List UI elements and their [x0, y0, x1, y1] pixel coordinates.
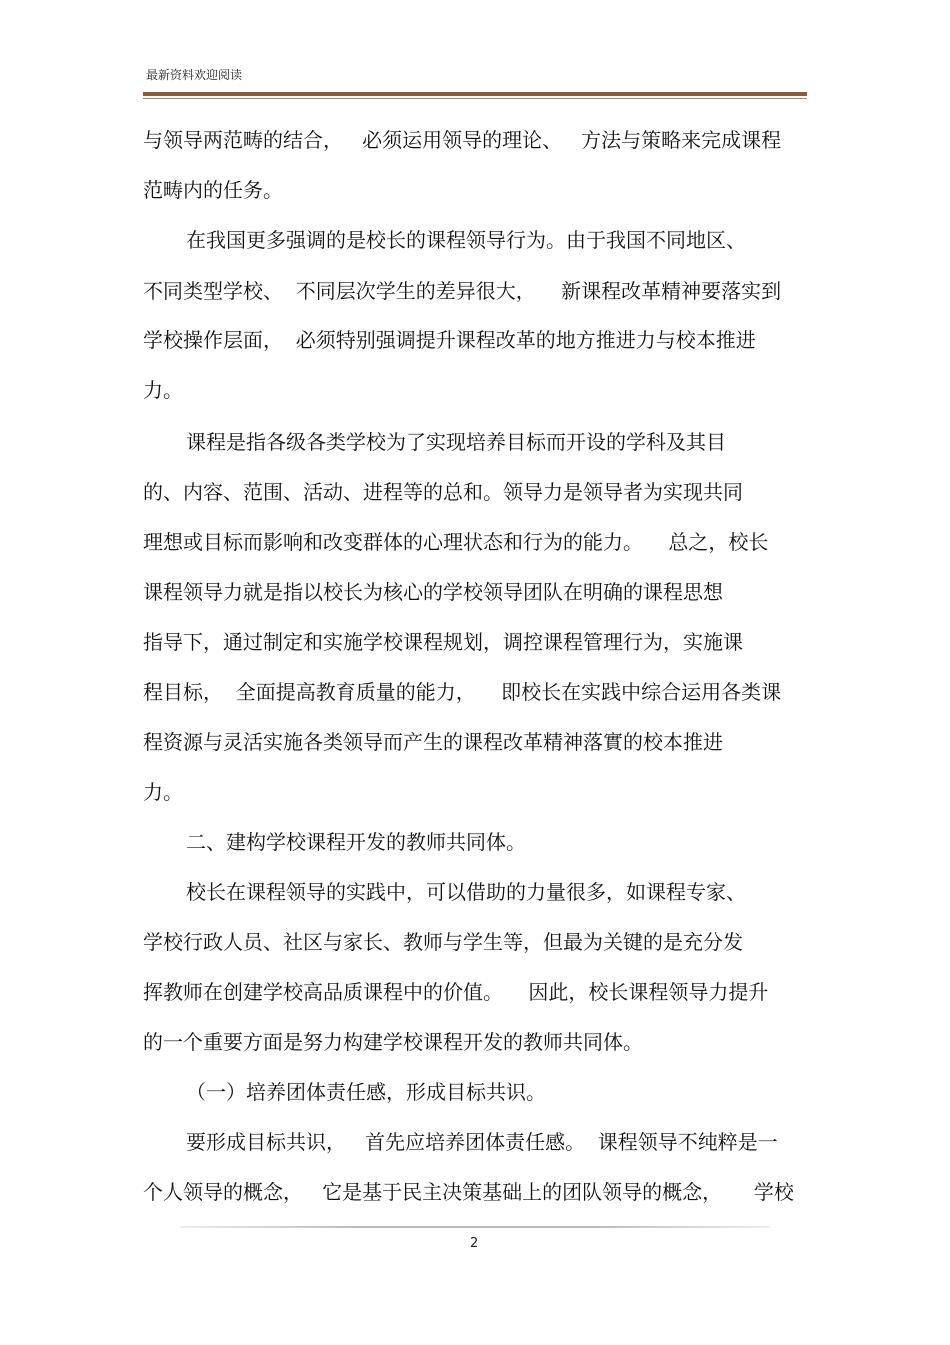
text-line: 在我国更多强调的是校长的课程领导行为。由于我国不同地区、 — [186, 228, 746, 252]
text-line: 校长在课程领导的实践中，可以借助的力量很多，如课程专家、 — [186, 880, 746, 904]
text-line: 的一个重要方面是努力构建学校课程开发的教师共同体。 — [143, 1030, 643, 1054]
text-line: 程目标， 全面提高教育质量的能力， 即校长在实践中综合运用各类课 — [143, 680, 782, 704]
text-line: 的、内容、范围、活动、进程等的总和。领导力是领导者为实现共同 — [143, 480, 743, 504]
footer-rule — [180, 1226, 770, 1228]
text-line: 指导下，通过制定和实施学校课程规划，调控课程管理行为，实施课 — [143, 630, 743, 654]
text-line: 理想或目标而影响和改变群体的心理状态和行为的能力。 总之，校长 — [143, 530, 769, 554]
text-line: 学校操作层面， 必须特别强调提升课程改革的地方推进力与校本推进 — [143, 328, 756, 352]
text-line: 力。 — [143, 378, 183, 402]
text-line: 范畴内的任务。 — [143, 178, 283, 202]
text-line: 要形成目标共识， 首先应培养团体责任感。 课程领导不纯粹是一 — [186, 1130, 778, 1154]
header-rule — [143, 92, 807, 96]
text-line: 不同类型学校、 不同层次学生的差异很大， 新课程改革精神要落实到 — [143, 279, 782, 303]
text-line: 个人领导的概念， 它是基于民主决策基础上的团队领导的概念， 学校 — [143, 1180, 794, 1204]
text-line: 课程领导力就是指以校长为核心的学校领导团队在明确的课程思想 — [143, 580, 723, 604]
text-line: 力。 — [143, 780, 183, 804]
text-line: 课程是指各级各类学校为了实现培养目标而开设的学科及其目 — [186, 430, 726, 454]
header-text: 最新资料欢迎阅读 — [146, 68, 243, 82]
text-line: 与领导两范畴的结合， 必须运用领导的理论、 方法与策略来完成课程 — [143, 128, 782, 152]
text-line: 学校行政人员、社区与家长、教师与学生等，但最为关键的是充分发 — [143, 930, 743, 954]
subsection-heading: （一）培养团体责任感，形成目标共识。 — [186, 1080, 546, 1104]
header-rule-thin — [143, 98, 807, 99]
text-line: 程资源与灵活实施各类领导而产生的课程改革精神落實的校本推进 — [143, 730, 723, 754]
section-heading: 二、建构学校课程开发的教师共同体。 — [186, 830, 526, 854]
text-line: 挥教师在创建学校高品质课程中的价值。 因此，校长课程领导力提升 — [143, 980, 769, 1004]
page-number: 2 — [470, 1236, 479, 1251]
